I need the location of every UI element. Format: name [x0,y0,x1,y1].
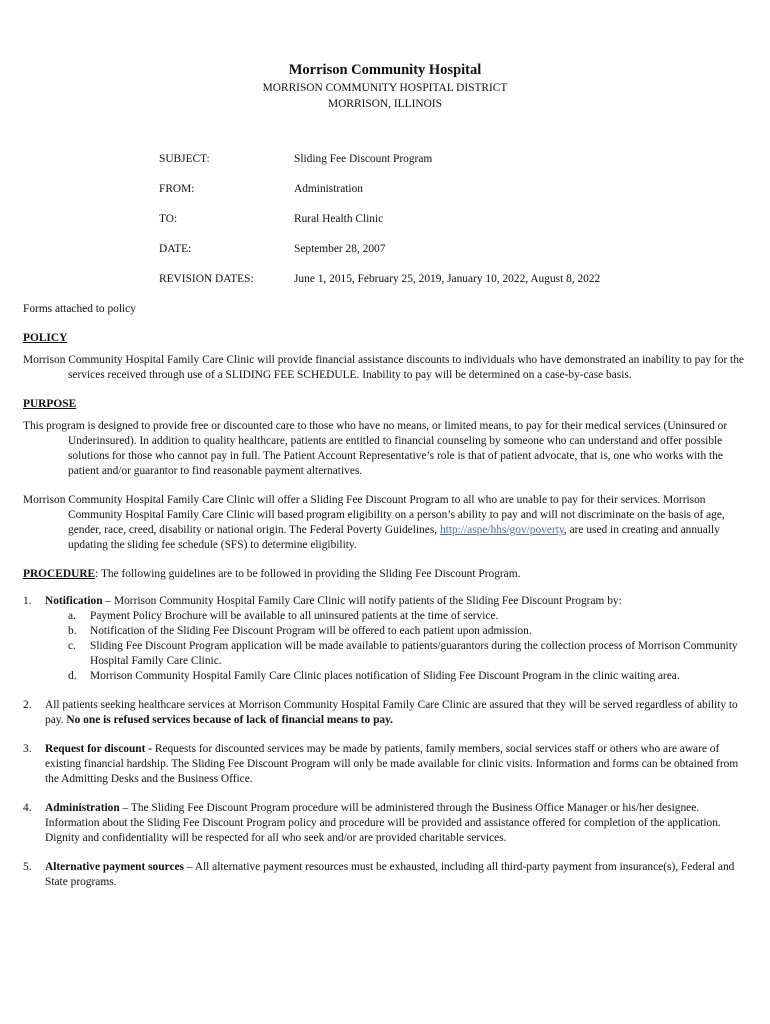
meta-label: FROM: [159,183,195,195]
purpose-paragraph-2-tail: , are used in creating and annually updating the sliding fee schedule (SFS) to determine eligibility. [68,524,720,551]
item-text: – Morrison Community Hospital Family Care Clinic will notify patients of the Sliding Fee Discount Program by: [102,595,622,607]
item-number: 3. [23,743,32,755]
meta-label: SUBJECT: [159,153,210,165]
memo-metadata [159,152,759,302]
sub-letter: b. [68,625,77,637]
meta-row-date [159,242,759,272]
meta-row-revision-dates [159,272,759,302]
meta-value: Administration [294,183,363,195]
item-text: – The Sliding Fee Discount Program procedure will be administered through the Business Office Manager or his/her designee. Information about the Sliding Fee Discount Program policy and procedure will be provided and assistance offered for completion of the application. Dignity and confidentiality will be respected for all who seek and/or are provided charitable services. [45,802,721,844]
meta-label: TO: [159,213,178,225]
item-text: – All alternative payment resources must be exhausted, including all third-party payment from insurance(s), Federal and State programs. [45,861,735,888]
hospital-location: MORRISON, ILLINOIS [328,98,442,110]
hospital-district: MORRISON COMMUNITY HOSPITAL DISTRICT [262,82,508,94]
item-number: 1. [23,595,32,607]
procedure-heading: PROCEDURE [23,568,96,580]
sub-item-d [45,669,748,684]
purpose-paragraph-2-text: Morrison Community Hospital Family Care Clinic will offer a Sliding Fee Discount Program to all who are unable to pay for their services. Morrison Community Hospital Family Care Clinic will based program eligibility on a person’s ability to pay and will not discriminate on the basis of age, gender, race, creed, disability or national origin. The Federal Poverty Guidelines, [23,494,725,536]
policy-heading: POLICY [23,332,68,344]
forms-note: Forms attached to policy [23,303,136,315]
sub-text: Payment Policy Brochure will be available to all uninsured patients at the time of service. [90,610,499,622]
procedure-item-4 [23,801,748,846]
item-title: Alternative payment sources [45,861,184,873]
sub-letter: d. [68,670,77,682]
purpose-paragraph-2 [23,493,748,553]
sub-letter: c. [68,640,76,652]
sub-item-b [45,624,748,639]
policy-text: Morrison Community Hospital Family Care Clinic will provide financial assistance discounts to individuals who have demonstrated an inability to pay for the services received through use of a SLIDING FEE SCHEDULE. Inability to pay will be determined on a case-by-case basis. [23,354,744,381]
meta-value: Rural Health Clinic [294,213,384,225]
meta-row-to [159,212,759,242]
sub-text: Notification of the Sliding Fee Discount Program will be offered to each patient upon admission. [90,625,532,637]
item-number: 2. [23,699,32,711]
meta-label: DATE: [159,243,192,255]
purpose-heading: PURPOSE [23,398,77,410]
sub-text: Morrison Community Hospital Family Care Clinic places notification of Sliding Fee Discount Program in the clinic waiting area. [90,670,680,682]
meta-value: Sliding Fee Discount Program [294,153,433,165]
sub-item-c [45,639,748,669]
meta-row-from [159,182,759,212]
purpose-paragraph-1: This program is designed to provide free or discounted care to those who have no means, or limited means, to pay for their medical services (Uninsured or Underinsured). In addition to quality healthcare, patients are entitled to financial counseling by someone who can understand and offer possible solutions for those who cannot pay in full. The Patient Account Representative’s role is that of patient advocate, that is, one who works with the patient and/or guarantor to find reasonable payment alternatives. [23,420,728,477]
meta-value: September 28, 2007 [294,243,386,255]
item-number: 4. [23,802,32,814]
item-text: All patients seeking healthcare services at Morrison Community Hospital Family Care Clinic are assured that they will be served regardless of ability to pay. [45,699,738,726]
hospital-title: Morrison Community Hospital [288,62,482,78]
item-title: Notification [45,595,103,607]
meta-label: REVISION DATES: [159,273,254,285]
item-text: Requests for discounted services may be made by patients, family members, social services staff or others who are aware of existing financial hardship. The Sliding Fee Discount Program will only be made available for clinic visits. Information and forms can be obtained from the Admitting Desks and the Business Office. [45,743,739,785]
item-title: Request for discount - [45,743,155,755]
procedure-item-3 [23,742,748,787]
item-number: 5. [23,861,32,873]
meta-value: June 1, 2015, February 25, 2019, January 10, 2022, August 8, 2022 [294,273,601,285]
document-body [23,302,748,890]
procedure-item-5 [23,860,748,890]
poverty-guidelines-link[interactable]: http://aspe/hhs/gov/poverty [439,524,564,536]
item-bold-statement: No one is refused services because of lack of financial means to pay. [66,714,394,726]
sub-text: Sliding Fee Discount Program application will be made available to patients/guarantors during the collection process of Morrison Community Hospital Family Care Clinic. [90,640,738,667]
meta-row-subject [159,152,759,182]
procedure-item-1 [23,594,748,684]
document-header [0,60,770,112]
item-title: Administration [45,802,120,814]
procedure-intro-line [23,567,748,582]
sub-item-a [45,609,748,624]
sub-letter: a. [68,610,76,622]
procedure-intro: : The following guidelines are to be followed in providing the Sliding Fee Discount Program. [95,568,521,580]
procedure-item-2 [23,698,748,728]
